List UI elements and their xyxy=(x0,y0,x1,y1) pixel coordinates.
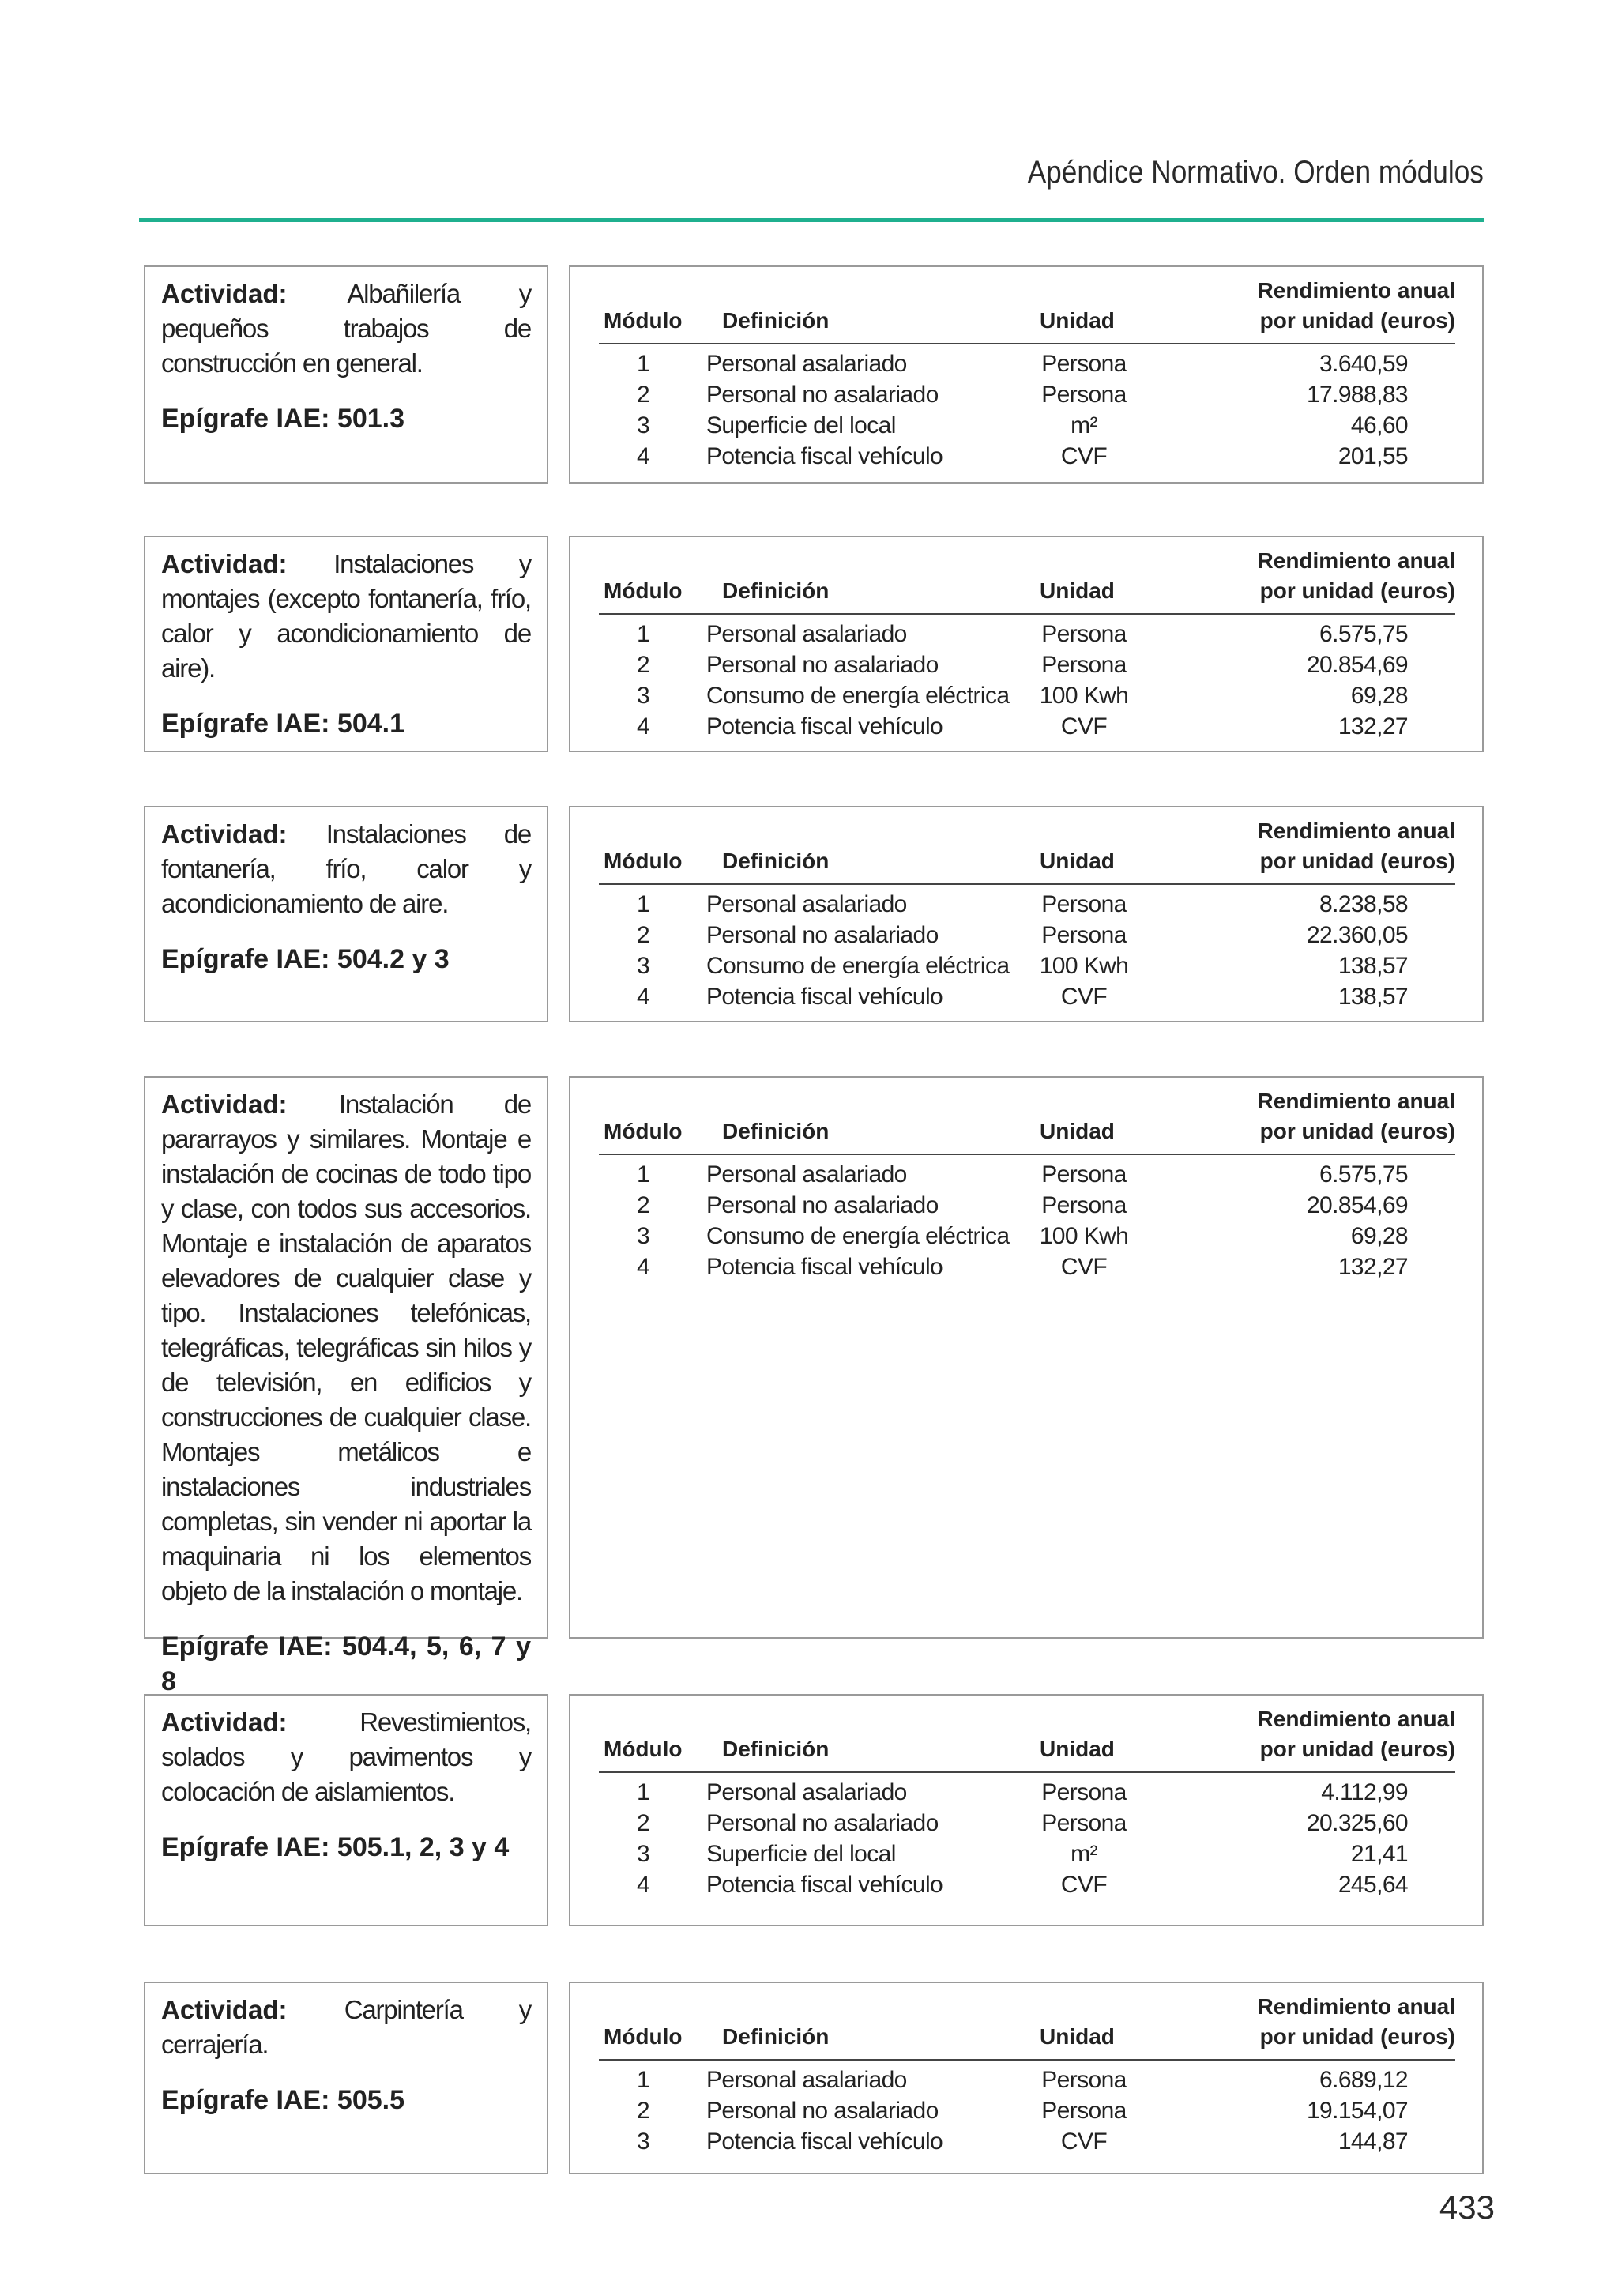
cell-modulo: 2 xyxy=(636,2098,650,2124)
cell-definicion: Personal no asalariado xyxy=(706,1192,939,1218)
table-header xyxy=(570,1983,1482,2062)
cell-modulo: 4 xyxy=(636,443,650,469)
epigrafe-iae: Epígrafe IAE: 505.1, 2, 3 y 4 xyxy=(161,1832,510,1862)
table-row xyxy=(570,1161,1482,1192)
cell-unidad: CVF xyxy=(1060,2129,1108,2155)
cell-unidad: Persona xyxy=(1041,382,1127,408)
activity-box xyxy=(144,265,548,484)
activity-text xyxy=(161,817,531,921)
table-row xyxy=(570,1254,1482,1285)
running-header: Apéndice Normativo. Orden módulos xyxy=(1027,155,1484,190)
epigrafe-iae: Epígrafe IAE: 505.5 xyxy=(161,2085,405,2115)
activity-label: Actividad: xyxy=(161,279,288,308)
page-number: 433 xyxy=(1439,2189,1495,2226)
header-modulo: Módulo xyxy=(604,1119,683,1143)
activity-label: Actividad: xyxy=(161,1995,288,2024)
header-definicion: Definición xyxy=(722,1119,830,1143)
activity-box xyxy=(144,536,548,752)
header-por-unidad: por unidad (euros) xyxy=(1259,308,1455,333)
cell-unidad: Persona xyxy=(1041,1161,1127,1188)
header-rendimiento: Rendimiento anual xyxy=(1257,1994,1455,2019)
header-por-unidad: por unidad (euros) xyxy=(1259,1737,1455,1761)
cell-unidad: Persona xyxy=(1041,351,1127,377)
activity-description: Instalaciones de fontanería, frío, calor y acondicionamiento de aire. xyxy=(161,819,531,918)
cell-rendimiento: 19.154,07 xyxy=(1306,2098,1408,2124)
cell-rendimiento: 20.325,60 xyxy=(1306,1810,1408,1836)
cell-modulo: 1 xyxy=(636,2067,650,2093)
table-header xyxy=(570,1696,1482,1775)
cell-unidad: 100 Kwh xyxy=(1039,953,1129,979)
cell-unidad: CVF xyxy=(1060,1254,1108,1280)
cell-definicion: Potencia fiscal vehículo xyxy=(706,443,943,469)
cell-unidad: Persona xyxy=(1041,2098,1127,2124)
table-header xyxy=(570,1078,1482,1157)
table-row xyxy=(570,1192,1482,1223)
table-row xyxy=(570,2067,1482,2098)
cell-modulo: 2 xyxy=(636,1810,650,1836)
cell-definicion: Personal no asalariado xyxy=(706,922,939,948)
modules-table xyxy=(569,536,1484,752)
cell-unidad: Persona xyxy=(1041,652,1127,678)
cell-unidad: Persona xyxy=(1041,1810,1127,1836)
cell-unidad: Persona xyxy=(1041,922,1127,948)
header-rendimiento: Rendimiento anual xyxy=(1257,819,1455,843)
activity-label: Actividad: xyxy=(161,1707,288,1737)
cell-definicion: Potencia fiscal vehículo xyxy=(706,713,943,740)
epigrafe-iae: Epígrafe IAE: 504.1 xyxy=(161,709,405,739)
cell-modulo: 1 xyxy=(636,1779,650,1805)
modules-table xyxy=(569,1694,1484,1926)
cell-unidad: 100 Kwh xyxy=(1039,1223,1129,1249)
table-row xyxy=(570,891,1482,922)
cell-modulo: 4 xyxy=(636,713,650,740)
cell-definicion: Potencia fiscal vehículo xyxy=(706,2129,943,2155)
header-unidad: Unidad xyxy=(1040,578,1115,603)
cell-rendimiento: 144,87 xyxy=(1338,2129,1408,2155)
activity-box xyxy=(144,1982,548,2174)
cell-unidad: 100 Kwh xyxy=(1039,683,1129,709)
table-row xyxy=(570,1779,1482,1810)
table-row xyxy=(570,1872,1482,1903)
cell-unidad: Persona xyxy=(1041,1192,1127,1218)
cell-modulo: 4 xyxy=(636,1872,650,1898)
cell-definicion: Personal asalariado xyxy=(706,1779,907,1805)
activity-box xyxy=(144,806,548,1022)
table-row xyxy=(570,713,1482,744)
cell-rendimiento: 69,28 xyxy=(1350,683,1408,709)
activity-description: Revestimientos, solados y pavimentos y colocación de aislamientos. xyxy=(161,1707,531,1806)
header-por-unidad: por unidad (euros) xyxy=(1259,849,1455,873)
activity-description: Carpintería y cerrajería. xyxy=(161,1995,532,2059)
cell-definicion: Personal asalariado xyxy=(706,1161,907,1188)
header-rule-line xyxy=(599,1771,1455,1773)
cell-modulo: 3 xyxy=(636,1223,650,1249)
cell-rendimiento: 22.360,05 xyxy=(1306,922,1408,948)
cell-rendimiento: 8.238,58 xyxy=(1319,891,1408,917)
cell-definicion: Potencia fiscal vehículo xyxy=(706,1872,943,1898)
activity-box xyxy=(144,1694,548,1926)
header-por-unidad: por unidad (euros) xyxy=(1259,2024,1455,2049)
header-definicion: Definición xyxy=(722,308,830,333)
cell-rendimiento: 69,28 xyxy=(1350,1223,1408,1249)
cell-definicion: Potencia fiscal vehículo xyxy=(706,1254,943,1280)
header-modulo: Módulo xyxy=(604,2024,683,2049)
activity-text xyxy=(161,1993,531,2062)
cell-rendimiento: 138,57 xyxy=(1338,953,1408,979)
cell-rendimiento: 20.854,69 xyxy=(1306,652,1408,678)
cell-modulo: 2 xyxy=(636,652,650,678)
cell-unidad: Persona xyxy=(1041,1779,1127,1805)
header-rendimiento: Rendimiento anual xyxy=(1257,278,1455,303)
modules-table xyxy=(569,1076,1484,1639)
header-rendimiento: Rendimiento anual xyxy=(1257,548,1455,573)
table-row xyxy=(570,412,1482,443)
activity-text xyxy=(161,277,531,381)
header-por-unidad: por unidad (euros) xyxy=(1259,1119,1455,1143)
cell-modulo: 3 xyxy=(636,2129,650,2155)
cell-definicion: Personal asalariado xyxy=(706,621,907,647)
cell-definicion: Personal asalariado xyxy=(706,891,907,917)
cell-definicion: Consumo de energía eléctrica xyxy=(706,683,1010,709)
activity-description: Instalaciones y montajes (excepto fontanería, frío, calor y acondicionamiento de aire). xyxy=(161,549,531,683)
cell-modulo: 2 xyxy=(636,1192,650,1218)
cell-rendimiento: 6.689,12 xyxy=(1319,2067,1408,2093)
table-body xyxy=(570,351,1482,474)
cell-rendimiento: 138,57 xyxy=(1338,984,1408,1010)
header-unidad: Unidad xyxy=(1040,1119,1115,1143)
table-row xyxy=(570,984,1482,1014)
header-modulo: Módulo xyxy=(604,849,683,873)
modules-table xyxy=(569,806,1484,1022)
header-definicion: Definición xyxy=(722,578,830,603)
cell-rendimiento: 6.575,75 xyxy=(1319,1161,1408,1188)
cell-rendimiento: 6.575,75 xyxy=(1319,621,1408,647)
header-unidad: Unidad xyxy=(1040,1737,1115,1761)
cell-rendimiento: 20.854,69 xyxy=(1306,1192,1408,1218)
cell-definicion: Personal asalariado xyxy=(706,2067,907,2093)
table-header xyxy=(570,807,1482,886)
cell-unidad: CVF xyxy=(1060,984,1108,1010)
activity-text xyxy=(161,1087,531,1609)
cell-rendimiento: 17.988,83 xyxy=(1306,382,1408,408)
cell-unidad: Persona xyxy=(1041,891,1127,917)
cell-rendimiento: 132,27 xyxy=(1338,713,1408,740)
cell-rendimiento: 132,27 xyxy=(1338,1254,1408,1280)
cell-definicion: Personal asalariado xyxy=(706,351,907,377)
cell-definicion: Personal no asalariado xyxy=(706,2098,939,2124)
cell-definicion: Consumo de energía eléctrica xyxy=(706,1223,1010,1249)
cell-modulo: 1 xyxy=(636,1161,650,1188)
table-header xyxy=(570,537,1482,616)
table-row xyxy=(570,1841,1482,1872)
cell-unidad: Persona xyxy=(1041,2067,1127,2093)
header-rule xyxy=(139,218,1484,222)
cell-definicion: Personal no asalariado xyxy=(706,1810,939,1836)
cell-definicion: Personal no asalariado xyxy=(706,652,939,678)
header-definicion: Definición xyxy=(722,2024,830,2049)
table-row xyxy=(570,953,1482,984)
cell-unidad: Persona xyxy=(1041,621,1127,647)
cell-modulo: 4 xyxy=(636,1254,650,1280)
cell-unidad: m² xyxy=(1071,1841,1097,1867)
header-modulo: Módulo xyxy=(604,308,683,333)
cell-definicion: Superficie del local xyxy=(706,1841,896,1867)
cell-rendimiento: 3.640,59 xyxy=(1319,351,1408,377)
activity-description: Instalación de pararrayos y similares. Montaje e instalación de cocinas de todo tipo y clase, con todos sus accesorios. Montaje e instalación de aparatos elevadores de cualquier clase y tipo. Instalaciones telefónicas, telegráficas, telegráficas sin hilos y de televisión, en edificios y construcciones de cualquier clase. Montajes metálicos e instalaciones industriales completas, sin vender ni aportar la maquinaria ni los elementos objeto de la instalación o montaje. xyxy=(161,1090,532,1605)
table-row xyxy=(570,652,1482,683)
cell-unidad: m² xyxy=(1071,412,1097,438)
table-row xyxy=(570,621,1482,652)
activity-text xyxy=(161,547,531,686)
epigrafe-iae: Epígrafe IAE: 504.4, 5, 6, 7 y 8 xyxy=(161,1632,531,1696)
header-rendimiento: Rendimiento anual xyxy=(1257,1089,1455,1113)
cell-modulo: 4 xyxy=(636,984,650,1010)
table-row xyxy=(570,2129,1482,2159)
activity-label: Actividad: xyxy=(161,1090,288,1119)
table-row xyxy=(570,1810,1482,1841)
header-rule-line xyxy=(599,2059,1455,2061)
table-body xyxy=(570,891,1482,1014)
header-rule-line xyxy=(599,613,1455,615)
header-modulo: Módulo xyxy=(604,578,683,603)
table-row xyxy=(570,1223,1482,1254)
activity-box xyxy=(144,1076,548,1696)
header-unidad: Unidad xyxy=(1040,308,1115,333)
cell-modulo: 1 xyxy=(636,351,650,377)
header-rule-line xyxy=(599,343,1455,344)
header-unidad: Unidad xyxy=(1040,849,1115,873)
cell-rendimiento: 245,64 xyxy=(1338,1872,1408,1898)
header-rule-line xyxy=(599,883,1455,885)
cell-modulo: 2 xyxy=(636,382,650,408)
modules-table xyxy=(569,1982,1484,2174)
cell-unidad: CVF xyxy=(1060,1872,1108,1898)
cell-definicion: Personal no asalariado xyxy=(706,382,939,408)
cell-modulo: 1 xyxy=(636,621,650,647)
activity-label: Actividad: xyxy=(161,549,288,578)
cell-unidad: CVF xyxy=(1060,443,1108,469)
cell-rendimiento: 201,55 xyxy=(1338,443,1408,469)
table-header xyxy=(570,267,1482,346)
cell-definicion: Potencia fiscal vehículo xyxy=(706,984,943,1010)
table-row xyxy=(570,351,1482,382)
activity-description: Albañilería y pequeños trabajos de construcción en general. xyxy=(161,279,532,378)
cell-modulo: 3 xyxy=(636,412,650,438)
cell-modulo: 3 xyxy=(636,683,650,709)
modules-table xyxy=(569,265,1484,484)
table-body xyxy=(570,1779,1482,1903)
table-body xyxy=(570,2067,1482,2159)
cell-modulo: 3 xyxy=(636,1841,650,1867)
cell-modulo: 2 xyxy=(636,922,650,948)
cell-rendimiento: 4.112,99 xyxy=(1321,1779,1408,1805)
cell-rendimiento: 21,41 xyxy=(1350,1841,1408,1867)
cell-rendimiento: 46,60 xyxy=(1350,412,1408,438)
header-definicion: Definición xyxy=(722,849,830,873)
epigrafe-iae: Epígrafe IAE: 501.3 xyxy=(161,404,405,434)
header-definicion: Definición xyxy=(722,1737,830,1761)
header-unidad: Unidad xyxy=(1040,2024,1115,2049)
table-row xyxy=(570,443,1482,474)
cell-definicion: Superficie del local xyxy=(706,412,896,438)
header-rendimiento: Rendimiento anual xyxy=(1257,1707,1455,1731)
activity-text xyxy=(161,1705,531,1809)
activity-label: Actividad: xyxy=(161,819,288,849)
cell-modulo: 1 xyxy=(636,891,650,917)
cell-definicion: Consumo de energía eléctrica xyxy=(706,953,1010,979)
table-row xyxy=(570,683,1482,713)
header-modulo: Módulo xyxy=(604,1737,683,1761)
table-body xyxy=(570,621,1482,744)
table-row xyxy=(570,382,1482,412)
header-rule-line xyxy=(599,1154,1455,1155)
cell-modulo: 3 xyxy=(636,953,650,979)
table-row xyxy=(570,2098,1482,2129)
cell-unidad: CVF xyxy=(1060,713,1108,740)
epigrafe-iae: Epígrafe IAE: 504.2 y 3 xyxy=(161,944,450,974)
header-por-unidad: por unidad (euros) xyxy=(1259,578,1455,603)
table-row xyxy=(570,922,1482,953)
table-body xyxy=(570,1161,1482,1285)
